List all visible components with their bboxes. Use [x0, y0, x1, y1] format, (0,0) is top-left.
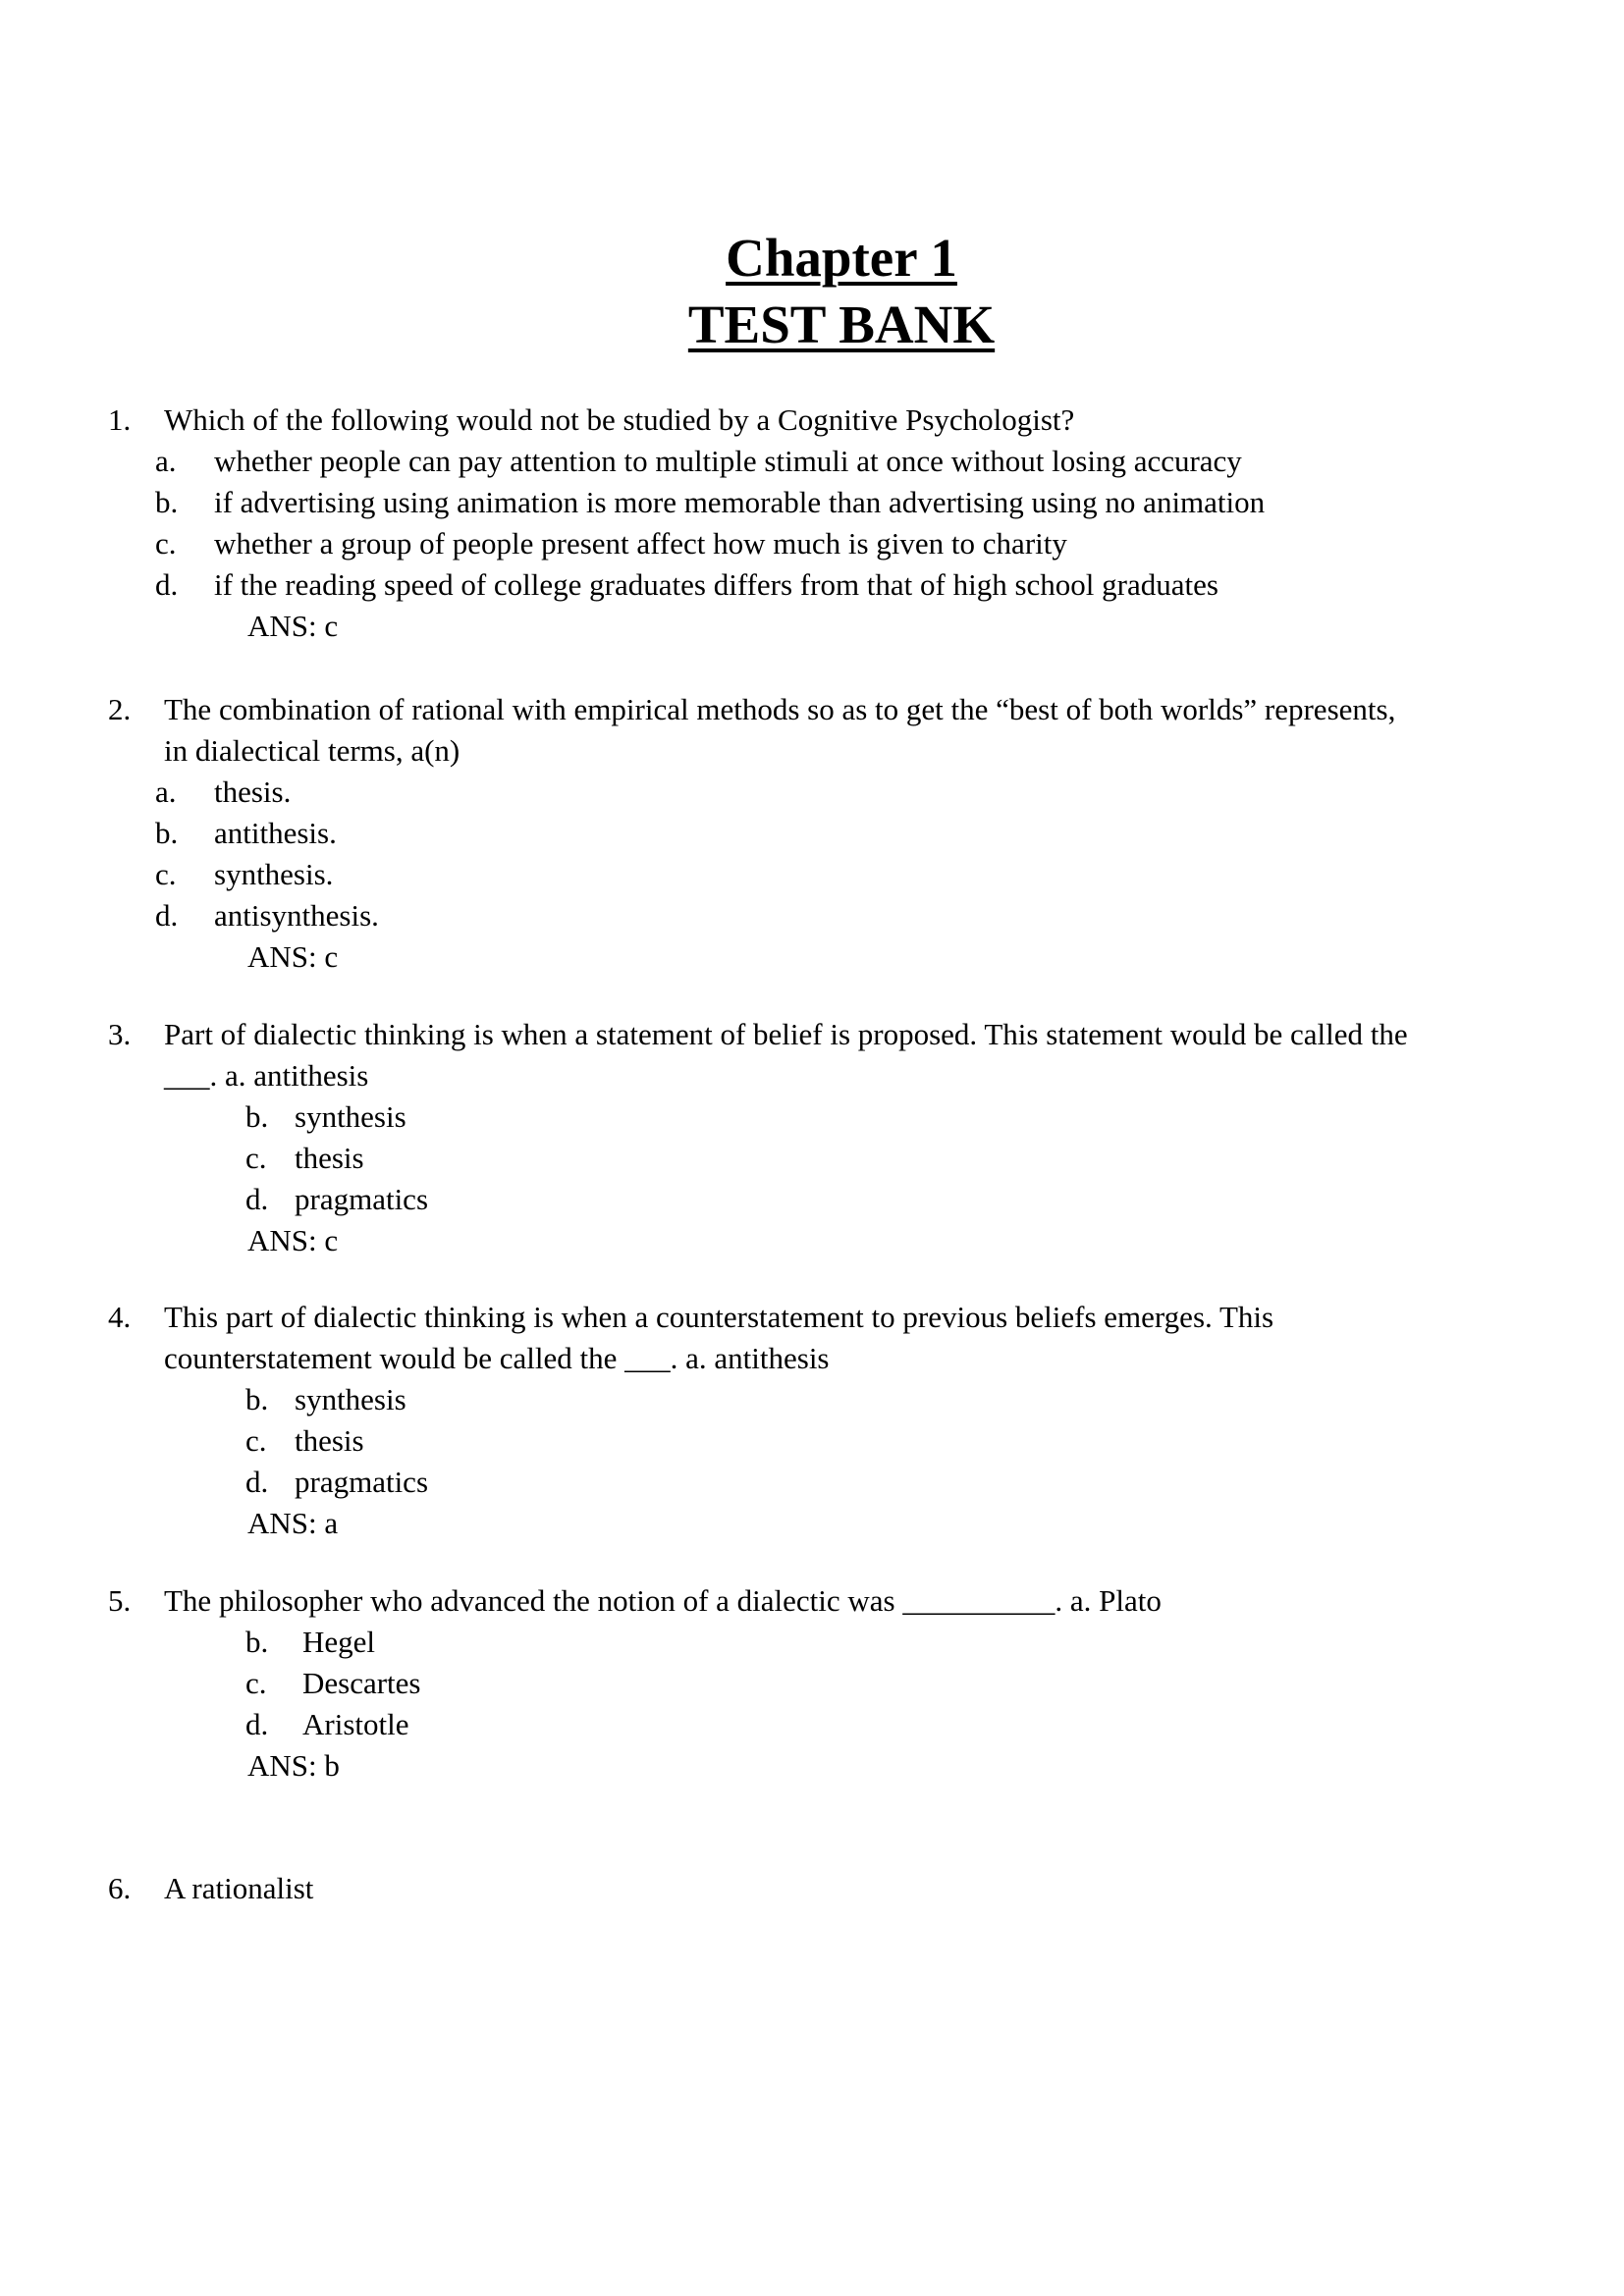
option-letter: c. — [155, 526, 177, 561]
option-letter: a. — [155, 444, 177, 478]
option-letter: c. — [245, 1666, 267, 1700]
option-letter: c. — [245, 1141, 267, 1175]
question-stem-continued: ___. a. antithesis — [164, 1058, 369, 1093]
option-text: pragmatics — [295, 1182, 429, 1216]
option-text: synthesis — [295, 1099, 406, 1134]
question-number: 4. — [108, 1300, 132, 1334]
option-text: synthesis. — [214, 857, 334, 891]
question-stem: Part of dialectic thinking is when a statement of belief is proposed. This statement would be called the — [164, 1017, 1408, 1051]
question-stem: Which of the following would not be studied by a Cognitive Psychologist? — [164, 402, 1075, 437]
question-number: 1. — [108, 402, 132, 437]
option-text: if advertising using animation is more memorable than advertising using no animation — [214, 485, 1266, 519]
question-number: 5. — [108, 1583, 132, 1618]
option-text: antisynthesis. — [214, 898, 379, 933]
question-number: 3. — [108, 1017, 132, 1051]
option-text: Descartes — [302, 1666, 421, 1700]
answer-key: ANS: b — [247, 1748, 340, 1783]
option-letter: b. — [245, 1625, 269, 1659]
option-letter: c. — [155, 857, 177, 891]
option-letter: b. — [155, 816, 179, 850]
question-stem: The combination of rational with empirical methods so as to get the “best of both worlds” represents, — [164, 692, 1396, 726]
question-number: 6. — [108, 1871, 132, 1905]
option-letter: d. — [245, 1707, 269, 1741]
question-stem: This part of dialectic thinking is when a counterstatement to previous beliefs emerges. This — [164, 1300, 1274, 1334]
option-text: Aristotle — [302, 1707, 409, 1741]
answer-key: ANS: a — [247, 1506, 339, 1540]
option-letter: a. — [155, 774, 177, 809]
question-stem-continued: counterstatement would be called the ___. a. antithesis — [164, 1341, 830, 1375]
option-text: whether a group of people present affect how much is given to charity — [214, 526, 1067, 561]
option-letter: b. — [155, 485, 179, 519]
answer-key: ANS: c — [247, 1223, 339, 1257]
option-text: thesis — [295, 1141, 364, 1175]
option-text: synthesis — [295, 1382, 406, 1416]
option-letter: d. — [155, 898, 179, 933]
question-stem-continued: in dialectical terms, a(n) — [164, 733, 460, 768]
option-text: pragmatics — [295, 1465, 429, 1499]
option-text: whether people can pay attention to multiple stimuli at once without losing accuracy — [214, 444, 1242, 478]
question-stem: A rationalist — [164, 1871, 314, 1905]
option-letter: b. — [245, 1382, 269, 1416]
option-text: Hegel — [302, 1625, 376, 1659]
option-text: antithesis. — [214, 816, 337, 850]
question-stem: The philosopher who advanced the notion of a dialectic was __________. a. Plato — [164, 1583, 1162, 1618]
answer-key: ANS: c — [247, 609, 339, 643]
test-bank-title: TEST BANK — [687, 294, 996, 354]
chapter-title: Chapter 1 — [726, 228, 957, 288]
option-letter: d. — [245, 1182, 269, 1216]
option-letter: d. — [245, 1465, 269, 1499]
option-text: if the reading speed of college graduates differs from that of high school graduates — [214, 567, 1218, 602]
option-letter: b. — [245, 1099, 269, 1134]
answer-key: ANS: c — [247, 939, 339, 974]
option-letter: c. — [245, 1423, 267, 1458]
option-letter: d. — [155, 567, 179, 602]
question-number: 2. — [108, 692, 132, 726]
option-text: thesis — [295, 1423, 364, 1458]
option-text: thesis. — [214, 774, 292, 809]
